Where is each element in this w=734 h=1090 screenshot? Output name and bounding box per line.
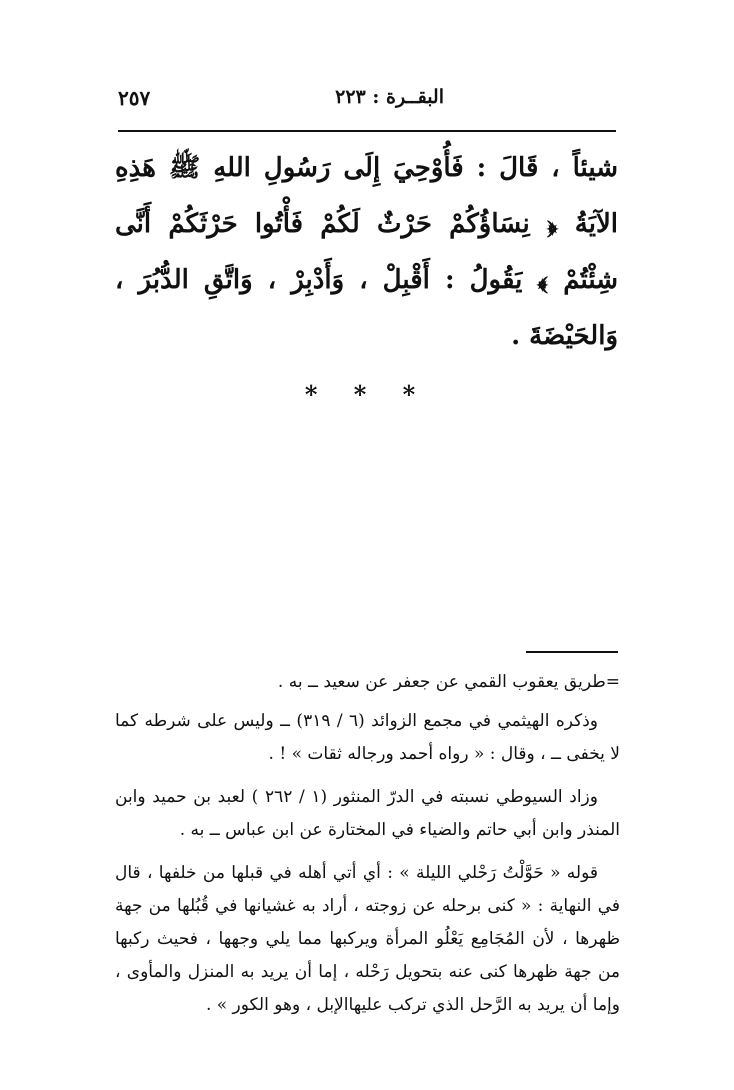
page-number: ٢٥٧ xyxy=(118,86,151,110)
footnote-continuation: =طريق يعقوب القمي عن جعفر عن سعيد ــ به . xyxy=(277,672,620,692)
footnote-rule xyxy=(526,651,618,653)
footnote-paragraph: قوله « حَوَّلْتُ رَحْلي الليلة » : أي أتي أهله في قبلها من خلفها ، قال في النهاية : « كنى برحله عن زوجته ، أراد به غشيانها في قُبُلها من جهة ظهرها ، لأن المُجَامِع يَعْلُو المرأة ويركبها مما يلي وجهها ، فحيث ركبها من جهة ظهرها كنى عنه بتحويل رَحْله ، إما أن يريد به المنزل والمأوى ، وإما أن يريد به الرَّحل الذي تركب عليهاالإبل ، وهو الكور » . xyxy=(115,863,620,1015)
footnotes xyxy=(115,666,620,1032)
footnote-paragraph: وذكره الهيثمي في مجمع الزوائد (٦ / ٣١٩) ــ وليس على شرطه كما لا يخفى ــ ، وقال : « رواه أحمد ورجاله ثقات » ! . xyxy=(115,711,620,764)
main-paragraph: شيئاً ، قَالَ : فَأُوْحِيَ إِلَى رَسُولِ اللهِ ﷺ هَذِهِ الآيَةُ ﴿ نِسَاؤُكُمْ حَرْثٌ لَكُمْ فَأْتُوا حَرْثَكُمْ أَنَّى شِئْتُمْ ﴾ يَقُولُ : أَقْبِلْ ، وَأَدْبِرْ ، وَاتَّقِ الدُّبُرَ ، وَالحَيْضَةَ . xyxy=(115,153,618,351)
page-header xyxy=(118,86,616,120)
footnote-paragraph: وزاد السيوطي نسبته في الدرّ المنثور (١ / ٢٦٢ ) لعبد بن حميد وابن المنذر وابن أبي حاتم والضياء في المختارة عن ابن عباس ــ به . xyxy=(115,787,620,840)
hadith-text xyxy=(115,140,618,364)
section-separator: * * * xyxy=(304,380,430,409)
running-title: البقــرة : ٢٢٣ xyxy=(335,86,444,108)
header-rule xyxy=(118,130,616,132)
